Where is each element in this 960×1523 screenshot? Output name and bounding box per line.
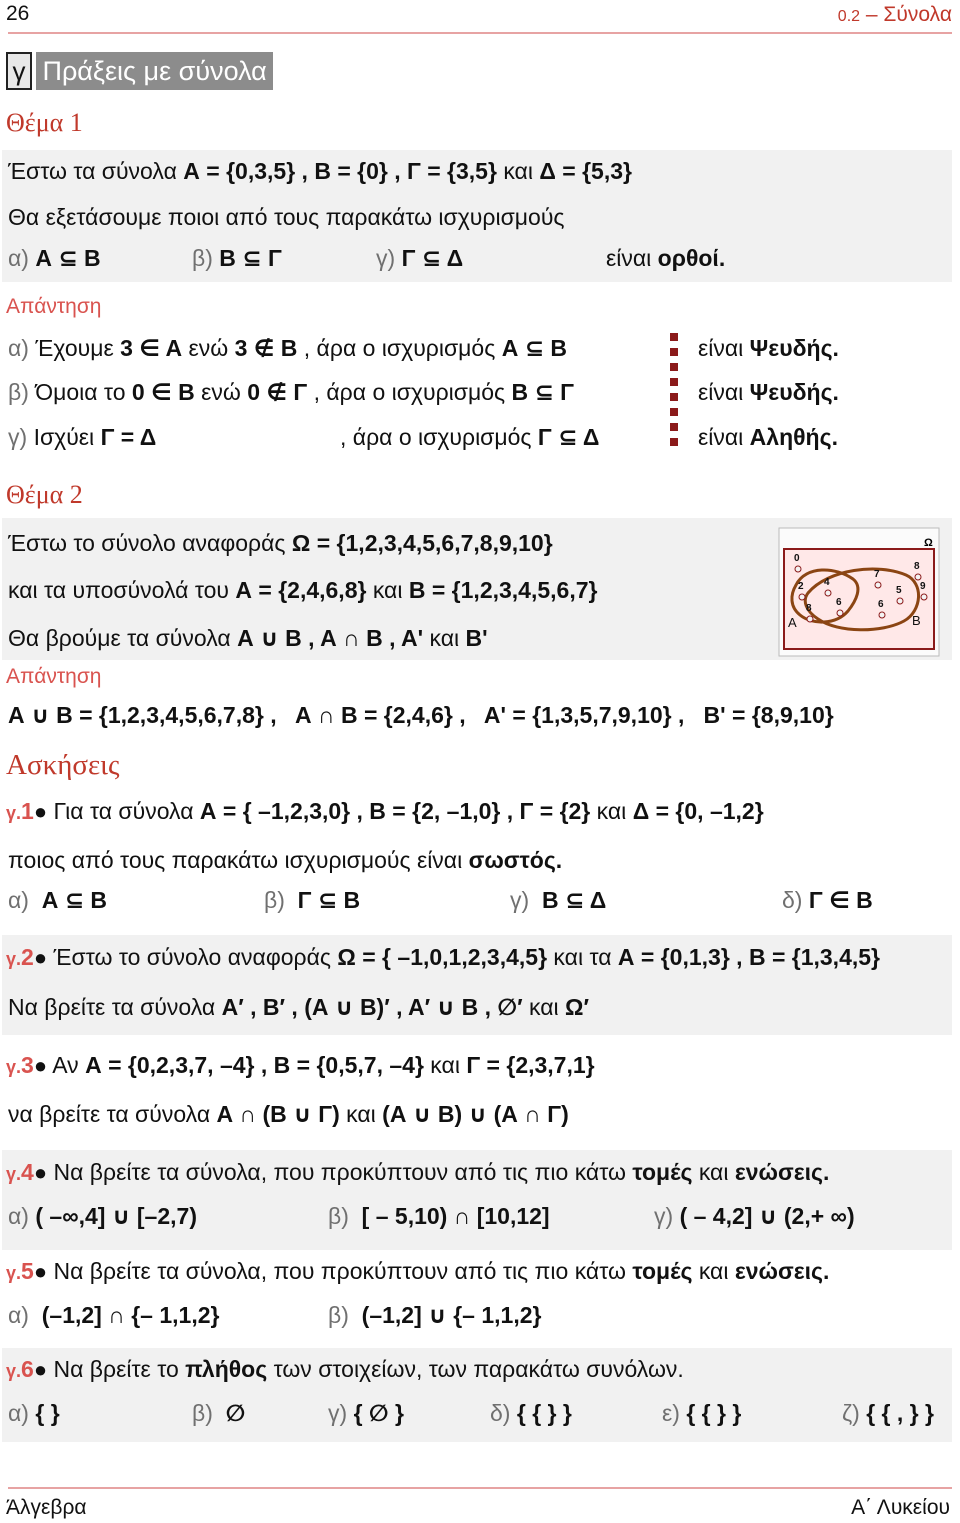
venn-num: 6 [836, 597, 842, 608]
theme2-heading: Θέμα 2 [6, 480, 83, 509]
footer-left: Άλγεβρα [6, 1496, 87, 1519]
math: { } [35, 1400, 60, 1426]
verdict: Ψευδής. [749, 335, 839, 361]
claim-c [376, 245, 463, 272]
venn-num: 9 [920, 581, 926, 592]
ops: Α ∪ Β , Α ∩ Β , Α' [237, 625, 424, 651]
exercise-1 [6, 798, 764, 825]
text: , άρα ο ισχυρισμός [313, 379, 506, 405]
text: Ισχύει [33, 424, 95, 450]
text: Να βρείτε τα σύνολα, που προκύπτουν από τις πιο κάτω [53, 1159, 626, 1185]
page-number: 26 [6, 2, 30, 25]
answer1-row3-right [698, 424, 838, 451]
exercise-2 [6, 944, 880, 971]
label: α) [8, 1203, 29, 1229]
answer2-label: Απάντηση [6, 665, 102, 688]
math: Γ = Δ [100, 424, 157, 450]
text: Έστω το σύνολο αναφοράς [8, 530, 286, 556]
claim: Γ ⊆ Δ [401, 245, 464, 271]
text: ενώ [201, 379, 241, 405]
text: Έστω τα σύνολα [8, 158, 177, 184]
math: Α = {0,1,3} , Β = {1,3,4,5} [617, 944, 880, 970]
verdict: Αληθής. [749, 424, 838, 450]
venn-num: 0 [794, 553, 800, 564]
text: και [429, 625, 460, 651]
math: Α = {0,2,3,7, –4} , Β = {0,5,7, –4} [85, 1052, 424, 1078]
answer1-row2-left [8, 379, 574, 406]
claim-a [8, 245, 101, 272]
text: ποιος από τους παρακάτω ισχυρισμούς είναι [8, 847, 463, 873]
venn-label-a: A [788, 615, 797, 630]
answer1-row2-right [698, 379, 839, 406]
exercise-4 [6, 1159, 829, 1186]
sets-def: Α = {0,3,5} , Β = {0} , Γ = {3,5} [183, 158, 497, 184]
text: και τα υποσύνολά του [8, 577, 229, 603]
claim: Β ⊆ Γ [219, 245, 282, 271]
emph: τομές [632, 1258, 693, 1284]
emph: ενώσεις. [734, 1258, 830, 1284]
math: 0 ∉ Γ [247, 379, 308, 405]
venn-num: 7 [874, 569, 880, 580]
bullet-icon: ● [33, 1160, 48, 1185]
label: α) [8, 335, 29, 361]
label: δ) [490, 1400, 511, 1426]
label: γ) [510, 887, 530, 913]
venn-diagram [778, 527, 940, 657]
text: Όμοια το [35, 379, 126, 405]
emph: ενώσεις. [734, 1159, 830, 1185]
ex-tag: γ. [6, 1057, 22, 1077]
label: γ) [654, 1203, 674, 1229]
ex-tag: γ. [6, 949, 22, 969]
answer1-row1-right [698, 335, 839, 362]
math: Α = { –1,2,3,0} , Β = {2, –1,0} , Γ = {2} [199, 798, 591, 824]
set-a-def: Α = {2,4,6,8} [235, 577, 367, 603]
math: 0 ∈ Β [131, 379, 195, 405]
text: Να βρείτε τα σύνολα [8, 994, 216, 1020]
venn-label-b: B [912, 613, 921, 628]
bullet-icon: ● [33, 1259, 48, 1284]
emph: τομές [632, 1159, 693, 1185]
ex6-opt-d [490, 1400, 572, 1427]
running-header [838, 3, 952, 27]
label: ε) [662, 1400, 680, 1426]
ex-num: 1 [21, 798, 34, 824]
text: και [430, 1052, 460, 1078]
set-delta: Δ = {5,3} [539, 158, 632, 184]
ex5-opt-b [328, 1302, 541, 1329]
text: και τα [553, 944, 612, 970]
header-dash: – [865, 3, 878, 26]
exercise-1-line2 [8, 847, 562, 874]
section-title: Πράξεις με σύνολα [36, 52, 272, 90]
math: ( –∞,4] ∪ [–2,7) [35, 1203, 197, 1229]
label: ζ) [842, 1400, 860, 1426]
math: Α ∩ (Β ∪ Γ) [216, 1101, 340, 1127]
text: και [596, 798, 627, 824]
ex1-opt-a [8, 887, 107, 914]
ex5-opt-a [8, 1302, 219, 1329]
ex-num: 4 [21, 1159, 34, 1185]
math: Β ⊆ Γ [511, 379, 574, 405]
bullet-icon: ● [33, 799, 48, 824]
math: Ω′ [565, 994, 590, 1020]
exercises-heading: Ασκήσεις [6, 749, 120, 781]
ex4-opt-b [328, 1203, 550, 1230]
footer-rule [8, 1487, 952, 1489]
answer1-row1-left [8, 335, 567, 362]
ex6-opt-c [328, 1400, 404, 1427]
ex4-opt-a [8, 1203, 197, 1230]
label: β) [264, 887, 285, 913]
ex4-opt-c [654, 1203, 855, 1230]
theme2-line2 [8, 577, 597, 604]
exercise-6 [6, 1356, 684, 1383]
text: είναι [698, 335, 744, 361]
math: ( – 4,2] ∪ (2,+ ∞) [679, 1203, 855, 1229]
label: α) [8, 1400, 29, 1426]
ex-tag: γ. [6, 1263, 22, 1283]
text: και [346, 1101, 376, 1127]
math: Α ⊆ Β [41, 887, 108, 913]
text: και [372, 577, 403, 603]
theme2-line3 [8, 625, 488, 652]
ex6-opt-f [842, 1400, 934, 1427]
ex6-opt-e [662, 1400, 741, 1427]
math: ∅ [225, 1400, 246, 1426]
text: Να βρείτε τα σύνολα, που προκύπτουν από τις πιο κάτω [53, 1258, 626, 1284]
header-rule [8, 32, 952, 34]
math: Γ = {2,3,7,1} [466, 1052, 595, 1078]
answer1-label: Απάντηση [6, 295, 102, 318]
label: β) [192, 1400, 213, 1426]
section-heading [6, 52, 273, 90]
text: Έχουμε [35, 335, 114, 361]
venn-num: 6 [878, 599, 884, 610]
venn-num: 8 [914, 561, 920, 572]
claim: Α ⊆ Β [35, 245, 101, 271]
theme1-line2: Θα εξετάσουμε ποιοι από τους παρακάτω ισχυρισμούς [8, 204, 565, 230]
ex-num: 5 [21, 1258, 34, 1284]
text: Θα βρούμε τα σύνολα [8, 625, 231, 651]
ex1-opt-c [510, 887, 606, 914]
venn-num: 2 [798, 581, 804, 592]
label: β) [192, 245, 213, 271]
venn-num: 5 [896, 585, 902, 596]
verdict: Ψευδής. [749, 379, 839, 405]
math: { { , } } [866, 1400, 934, 1426]
bullet-icon: ● [33, 1357, 48, 1382]
label: β) [328, 1203, 349, 1229]
exercise-2-line2 [8, 994, 589, 1021]
text: Να βρείτε το [53, 1356, 179, 1382]
math: Α ⊆ Β [501, 335, 567, 361]
emph: ορθοί. [657, 245, 726, 271]
text: ενώ [188, 335, 229, 361]
math: { ∅ } [353, 1400, 404, 1426]
math: Α′ , Β′ , (Α ∪ Β)′ , Α′ ∪ Β , ∅′ [221, 994, 523, 1020]
omega-def: Ω = {1,2,3,4,5,6,7,8,9,10} [291, 530, 553, 556]
ex-num: 3 [21, 1052, 34, 1078]
theme2-line1 [8, 530, 553, 557]
math: 3 ∉ Β [234, 335, 298, 361]
text: και [698, 1258, 729, 1284]
theme1-line1 [8, 158, 632, 185]
text: Έστω το σύνολο αναφοράς [53, 944, 332, 970]
math: Γ ⊆ Δ [537, 424, 600, 450]
text: και [698, 1159, 729, 1185]
ex-num: 6 [21, 1356, 34, 1382]
text: και [503, 158, 533, 184]
label: β) [8, 379, 29, 405]
claim-b [192, 245, 282, 272]
text: , άρα ο ισχυρισμός [340, 424, 532, 450]
math: Γ ⊆ Β [297, 887, 361, 913]
exercise-3-line2 [8, 1101, 569, 1128]
text: Για τα σύνολα [53, 798, 194, 824]
answer1-row3-left [8, 424, 156, 451]
math: Ω = { –1,0,1,2,3,4,5} [337, 944, 548, 970]
math: 3 ∈ Α [120, 335, 183, 361]
text: είναι [606, 245, 652, 271]
text: είναι [698, 424, 744, 450]
text: των στοιχείων, των παρακάτω συνόλων. [273, 1356, 684, 1382]
theme1-heading: Θέμα 1 [6, 108, 83, 137]
section-letter: γ [6, 52, 32, 90]
section-number: 0.2 [837, 8, 861, 25]
venn-num: 8 [806, 603, 812, 614]
label: δ) [782, 887, 803, 913]
bullet-icon: ● [33, 1053, 48, 1078]
venn-num: 4 [824, 577, 830, 588]
math: Γ ∈ Β [808, 887, 873, 913]
answer2-results: Α ∪ Β = {1,2,3,4,5,6,7,8} , Α ∩ Β = {2,4,6} , Α' = {1,3,5,7,9,10} , Β' = {8,9,10} [8, 702, 834, 728]
ex-num: 2 [21, 944, 34, 970]
venn-omega: Ω [924, 537, 933, 549]
dotted-separator [670, 333, 678, 449]
math: [ – 5,10) ∩ [10,12] [361, 1203, 550, 1229]
math: { { } } [516, 1400, 572, 1426]
text: , άρα ο ισχυρισμός [303, 335, 496, 361]
label: γ) [376, 245, 396, 271]
header-title: Σύνολα [883, 3, 952, 26]
ex6-opt-a [8, 1400, 60, 1427]
label: β) [328, 1302, 349, 1328]
bullet-icon: ● [33, 945, 48, 970]
math: Δ = {0, –1,2} [632, 798, 764, 824]
exercise-3 [6, 1052, 595, 1079]
answer1-row3-mid [340, 424, 599, 451]
ex-tag: γ. [6, 1361, 22, 1381]
set-b-def: Β = {1,2,3,4,5,6,7} [408, 577, 598, 603]
label: α) [8, 1302, 29, 1328]
math: Β ⊆ Δ [541, 887, 607, 913]
ex1-opt-d [782, 887, 873, 914]
ex1-opt-b [264, 887, 360, 914]
label: α) [8, 245, 29, 271]
footer-right: Α΄ Λυκείου [851, 1496, 950, 1519]
label: γ) [8, 424, 28, 450]
ex-tag: γ. [6, 1164, 22, 1184]
math: (–1,2] ∪ {– 1,1,2} [361, 1302, 542, 1328]
label: γ) [328, 1400, 348, 1426]
claim-tail [606, 245, 725, 272]
emph: πλήθος [185, 1356, 268, 1382]
label: α) [8, 887, 29, 913]
text: είναι [698, 379, 744, 405]
ex6-opt-b [192, 1400, 245, 1427]
math: { { } } [686, 1400, 742, 1426]
math: (–1,2] ∩ {– 1,1,2} [41, 1302, 220, 1328]
text: Αν [52, 1052, 79, 1078]
emph: σωστός. [468, 847, 563, 873]
text: να βρείτε τα σύνολα [8, 1101, 211, 1127]
exercise-5 [6, 1258, 829, 1285]
ex-tag: γ. [6, 803, 22, 823]
ops: Β' [465, 625, 488, 651]
text: και [529, 994, 559, 1020]
math: (Α ∪ Β) ∪ (Α ∩ Γ) [382, 1101, 569, 1127]
